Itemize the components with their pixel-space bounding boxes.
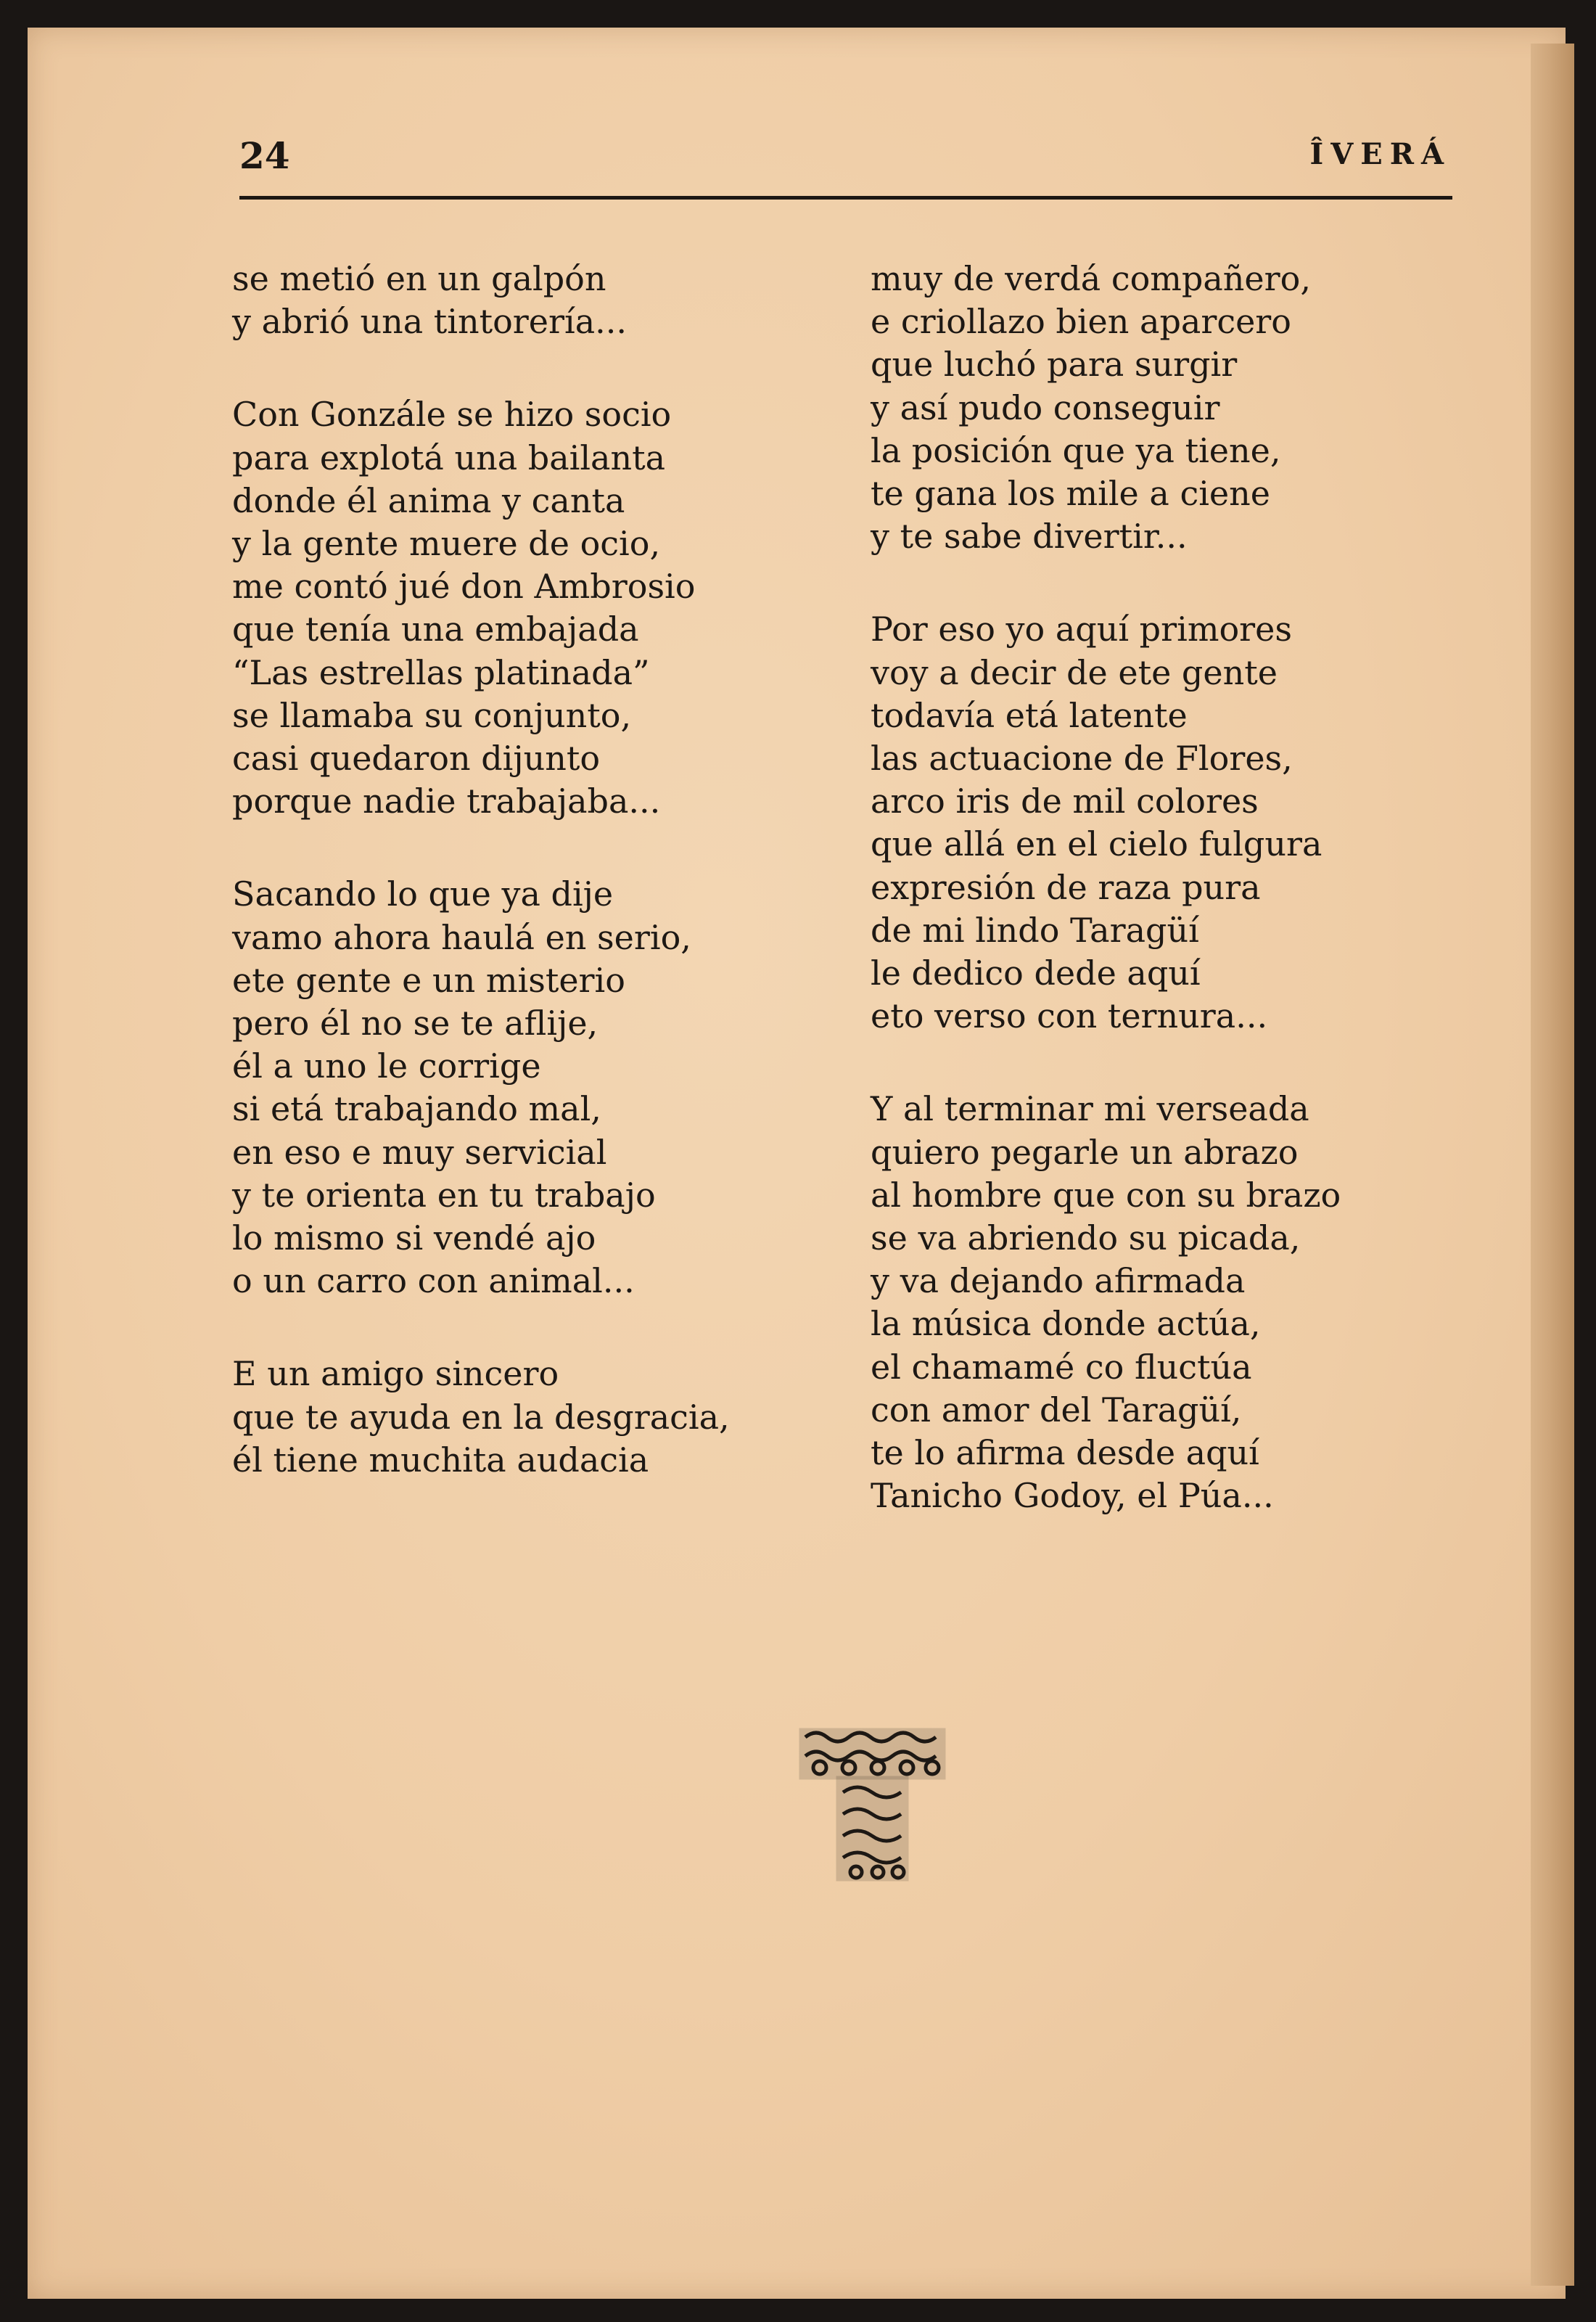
verse-line: casi quedaron dijunto (232, 739, 601, 779)
verse-line: para explotá una bailanta (232, 438, 666, 477)
verse-line: donde él anima y canta (232, 480, 625, 520)
verse-line: se llamaba su conjunto, (232, 695, 632, 735)
verse-line: quiero pegarle un abrazo (871, 1132, 1299, 1172)
page-number: 24 (239, 134, 290, 177)
right-column (871, 258, 1451, 1567)
verse-line: y abrió una tintorería... (232, 302, 628, 342)
stanza (232, 873, 813, 1302)
verse-line: el chamamé co fluctúa (871, 1347, 1252, 1387)
stanza (871, 1088, 1451, 1517)
verse-line: y va dejando afirmada (871, 1261, 1246, 1301)
verse-line: Sacando lo que ya dije (232, 874, 614, 914)
verse-line: me contó jué don Ambrosio (232, 567, 696, 607)
verse-line: e criollazo bien aparcero (871, 302, 1291, 342)
verse-line: E un amigo sincero (232, 1354, 559, 1394)
stanza (232, 258, 813, 343)
running-title: ÎVERÁ (1309, 137, 1451, 171)
verse-line: él a uno le corrige (232, 1046, 541, 1086)
verse-line: que allá en el cielo fulgura (871, 824, 1323, 864)
verse-line: eto verso con ternura... (871, 996, 1268, 1036)
verse-line: Con Gonzále se hizo socio (232, 395, 672, 435)
left-column (232, 258, 813, 1532)
verse-line: que tenía una embajada (232, 610, 639, 649)
page-header (239, 134, 1451, 192)
verse-line: y te sabe divertir... (871, 517, 1188, 557)
verse-line: muy de verdá compañero, (871, 259, 1311, 298)
verse-line: y la gente muere de ocio, (232, 524, 661, 564)
verse-line: que te ayuda en la desgracia, (232, 1397, 730, 1437)
verse-line: con amor del Taragüí, (871, 1390, 1242, 1429)
stanza (232, 1353, 813, 1482)
verse-line: se va abriendo su picada, (871, 1218, 1301, 1258)
verse-line: le dedico dede aquí (871, 953, 1201, 993)
verse-line: en eso e muy servicial (232, 1132, 607, 1172)
verse-line: Por eso yo aquí primores (871, 610, 1292, 649)
verse-line: él tiene muchita audacia (232, 1440, 649, 1480)
verse-line: y te orienta en tu trabajo (232, 1175, 656, 1215)
verse-line: de mi lindo Taragüí (871, 910, 1199, 950)
verse-line: te gana los mile a ciene (871, 474, 1270, 514)
verse-line: que luchó para surgir (871, 345, 1238, 385)
verse-line: te lo afirma desde aquí (871, 1433, 1259, 1473)
verse-line: al hombre que con su brazo (871, 1175, 1341, 1215)
ornament-vignette (798, 1727, 947, 1883)
header-rule (239, 196, 1452, 200)
verse-line: o un carro con animal... (232, 1261, 635, 1301)
verse-line: pero él no se te aflije, (232, 1004, 598, 1043)
verse-line: ete gente e un misterio (232, 960, 625, 1000)
stanza (871, 258, 1451, 558)
page-edge (1531, 44, 1574, 2286)
verse-line: vamo ahora haulá en serio, (232, 917, 691, 957)
verse-line: porque nadie trabajaba... (232, 781, 661, 821)
verse-line: “Las estrellas platinada” (232, 652, 650, 692)
stanza (232, 393, 813, 823)
verse-line: la posición que ya tiene, (871, 430, 1281, 470)
verse-line: arco iris de mil colores (871, 781, 1259, 821)
verse-line: se metió en un galpón (232, 259, 606, 298)
verse-line: voy a decir de ete gente (871, 652, 1278, 692)
verse-line: todavía etá latente (871, 695, 1188, 735)
verse-line: lo mismo si vendé ajo (232, 1218, 596, 1258)
verse-line: Tanicho Godoy, el Púa... (871, 1476, 1274, 1516)
verse-line: expresión de raza pura (871, 867, 1261, 907)
verse-line: la música donde actúa, (871, 1304, 1261, 1344)
stanza (871, 608, 1451, 1038)
verse-line: las actuacione de Flores, (871, 739, 1293, 779)
verse-line: Y al terminar mi verseada (871, 1089, 1309, 1129)
verse-line: y así pudo conseguir (871, 387, 1220, 427)
verse-line: si etá trabajando mal, (232, 1089, 601, 1129)
